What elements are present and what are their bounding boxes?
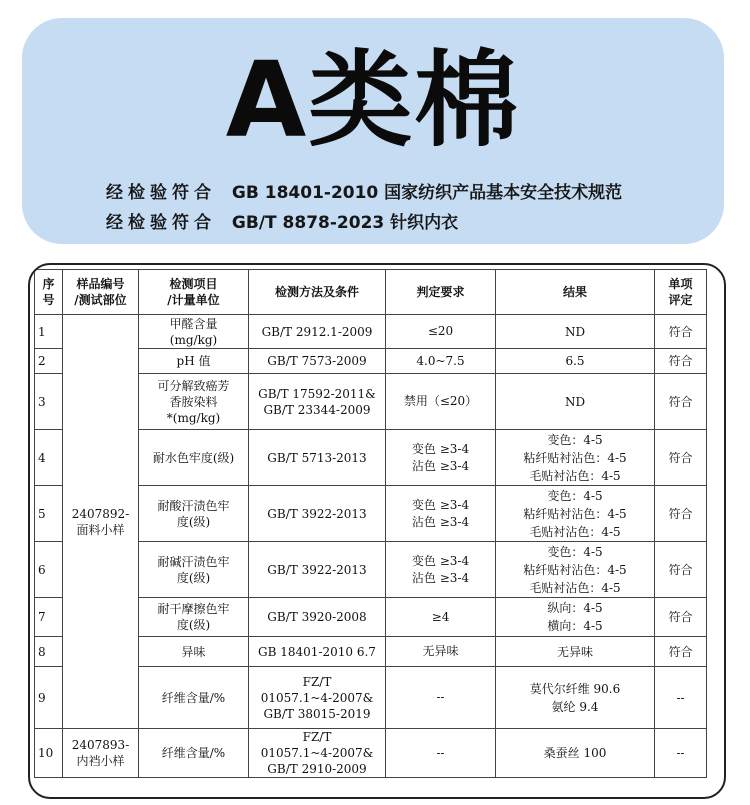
requirement-cell: 4.0~7.5 xyxy=(386,349,496,374)
sample-id-cell: 2407893- 内裆小样 xyxy=(63,729,139,778)
evaluation-cell: 符合 xyxy=(655,315,707,349)
requirement-cell: 禁用（≤20） xyxy=(386,374,496,430)
compliance-line-2 xyxy=(106,208,458,233)
test-report-panel xyxy=(28,263,726,799)
sample-id-cell: 2407892- 面料小样 xyxy=(63,315,139,729)
result-cell: 变色：4-5 粘纤贴衬沾色：4-5 毛贴衬沾色：4-5 xyxy=(496,430,655,486)
test-item-cell: 耐水色牢度(级) xyxy=(139,430,249,486)
table-row xyxy=(35,729,707,778)
result-cell: 纵向：4-5 横向：4-5 xyxy=(496,598,655,637)
test-method-cell: GB/T 5713-2013 xyxy=(249,430,386,486)
test-item-cell: pH 值 xyxy=(139,349,249,374)
evaluation-cell: 符合 xyxy=(655,598,707,637)
result-cell: 6.5 xyxy=(496,349,655,374)
header-seq: 序 号 xyxy=(35,270,63,315)
row-number: 2 xyxy=(35,349,63,374)
row-number: 4 xyxy=(35,430,63,486)
test-method-cell: GB 18401-2010 6.7 xyxy=(249,637,386,667)
result-cell: ND xyxy=(496,374,655,430)
test-method-cell: GB/T 2912.1-2009 xyxy=(249,315,386,349)
result-cell: 无异味 xyxy=(496,637,655,667)
test-item-cell: 耐碱汗渍色牢 度(级) xyxy=(139,542,249,598)
requirement-cell: 变色 ≥3-4 沾色 ≥3-4 xyxy=(386,542,496,598)
test-method-cell: GB/T 3920-2008 xyxy=(249,598,386,637)
test-results-table xyxy=(34,269,707,778)
test-method-cell: GB/T 3922-2013 xyxy=(249,486,386,542)
test-item-cell: 纤维含量/% xyxy=(139,667,249,729)
header-evaluation: 单项 评定 xyxy=(655,270,707,315)
compliance-label: 经检验符合 xyxy=(106,183,216,203)
row-number: 5 xyxy=(35,486,63,542)
result-cell: ND xyxy=(496,315,655,349)
row-number: 8 xyxy=(35,637,63,667)
evaluation-cell: 符合 xyxy=(655,486,707,542)
requirement-cell: 变色 ≥3-4 沾色 ≥3-4 xyxy=(386,486,496,542)
table-row xyxy=(35,315,707,349)
header-method: 检测方法及条件 xyxy=(249,270,386,315)
evaluation-cell: 符合 xyxy=(655,430,707,486)
test-method-cell: FZ/T 01057.1~4-2007& GB/T 2910-2009 xyxy=(249,729,386,778)
evaluation-cell: 符合 xyxy=(655,542,707,598)
test-method-cell: GB/T 3922-2013 xyxy=(249,542,386,598)
evaluation-cell: 符合 xyxy=(655,637,707,667)
result-cell: 变色：4-5 粘纤贴衬沾色：4-5 毛贴衬沾色：4-5 xyxy=(496,486,655,542)
row-number: 10 xyxy=(35,729,63,778)
evaluation-cell: -- xyxy=(655,667,707,729)
table-header-row xyxy=(35,270,707,315)
test-item-cell: 异味 xyxy=(139,637,249,667)
compliance-standard: GB 18401-2010 国家纺织产品基本安全技术规范 xyxy=(231,183,623,203)
requirement-cell: 变色 ≥3-4 沾色 ≥3-4 xyxy=(386,430,496,486)
header-item: 检测项目 /计量单位 xyxy=(139,270,249,315)
header-result: 结果 xyxy=(496,270,655,315)
result-cell: 变色：4-5 粘纤贴衬沾色：4-5 毛贴衬沾色：4-5 xyxy=(496,542,655,598)
page-title: A类棉 xyxy=(225,39,521,161)
result-cell: 莫代尔纤维 90.6 氨纶 9.4 xyxy=(496,667,655,729)
requirement-cell: 无异味 xyxy=(386,637,496,667)
evaluation-cell: 符合 xyxy=(655,349,707,374)
header-banner xyxy=(22,18,724,244)
result-cell: 桑蚕丝 100 xyxy=(496,729,655,778)
evaluation-cell: -- xyxy=(655,729,707,778)
test-item-cell: 可分解致癌芳 香胺染料 *(mg/kg) xyxy=(139,374,249,430)
header-requirement: 判定要求 xyxy=(386,270,496,315)
requirement-cell: ≥4 xyxy=(386,598,496,637)
row-number: 7 xyxy=(35,598,63,637)
test-method-cell: FZ/T 01057.1~4-2007& GB/T 38015-2019 xyxy=(249,667,386,729)
test-item-cell: 甲醛含量 (mg/kg) xyxy=(139,315,249,349)
test-method-cell: GB/T 17592-2011& GB/T 23344-2009 xyxy=(249,374,386,430)
evaluation-cell: 符合 xyxy=(655,374,707,430)
header-sample: 样品编号 /测试部位 xyxy=(63,270,139,315)
test-item-cell: 纤维含量/% xyxy=(139,729,249,778)
test-method-cell: GB/T 7573-2009 xyxy=(249,349,386,374)
row-number: 9 xyxy=(35,667,63,729)
requirement-cell: ≤20 xyxy=(386,315,496,349)
row-number: 6 xyxy=(35,542,63,598)
compliance-line-1 xyxy=(106,178,622,203)
compliance-standard: GB/T 8878-2023 针织内衣 xyxy=(231,213,459,233)
row-number: 3 xyxy=(35,374,63,430)
test-item-cell: 耐酸汗渍色牢 度(级) xyxy=(139,486,249,542)
requirement-cell: -- xyxy=(386,729,496,778)
requirement-cell: -- xyxy=(386,667,496,729)
compliance-label: 经检验符合 xyxy=(106,213,216,233)
row-number: 1 xyxy=(35,315,63,349)
test-item-cell: 耐干摩擦色牢 度(级) xyxy=(139,598,249,637)
